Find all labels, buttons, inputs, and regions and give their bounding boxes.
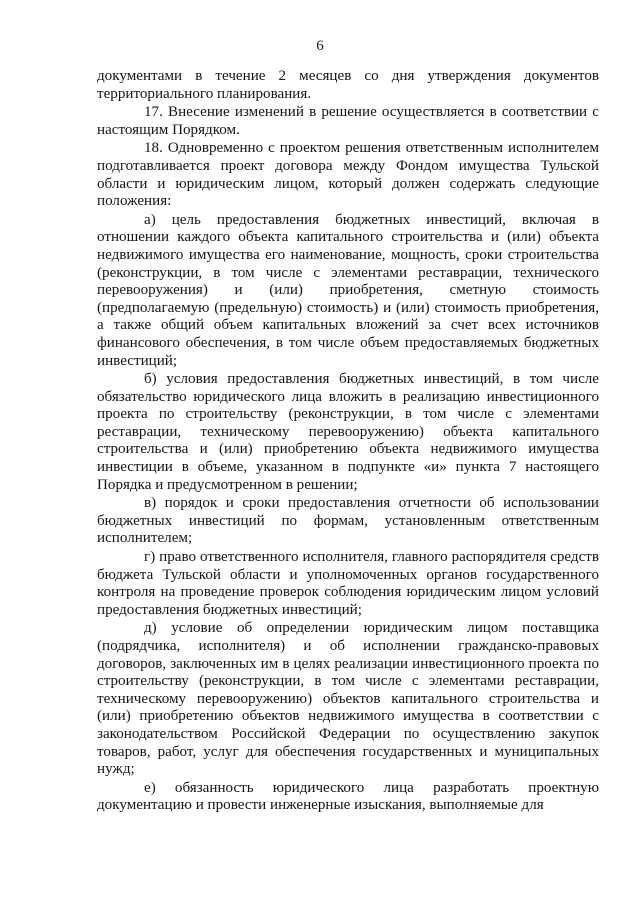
page-number: 6 xyxy=(316,38,324,54)
subparagraph-g: г) право ответственного исполнителя, главного распорядителя средств бюджета Тульской области и уполномоченных органов государственного контроля на проведение проверок соблюдения юридическим лицом условий предоставления бюджетных инвестиций; xyxy=(97,549,599,618)
document-body xyxy=(97,68,599,815)
subparagraph-b: б) условия предоставления бюджетных инвестиций, в том числе обязательство юридического лица вложить в реализацию инвестиционного проекта по строительству (реконструкции, в том числе с элементами реставрации, техническому перевооружению) объекта капитального строительства и (или) приобретению объекта недвижимого имущества инвестиции в объеме, указанном в подпункте «и» пункта 7 настоящего Порядка и предусмотренном в решении; xyxy=(97,371,599,493)
subparagraph-a: а) цель предоставления бюджетных инвестиций, включая в отношении каждого объекта капитального строительства и (или) объекта недвижимого имущества его наименование, мощность, сроки строительства (реконструкции, в том числе с элементами реставрации, технического перевооружения) и (или) приобретения, сметную стоимость (предполагаемую (предельную) стоимость) и (или) стоимость приобретения, а также общий объем капитальных вложений за счет всех источников финансового обеспечения, в том числе объем предоставляемых бюджетных инвестиций; xyxy=(97,211,599,369)
paragraph-continuation: документами в течение 2 месяцев со дня утверждения документов территориального планирования. xyxy=(97,68,599,102)
subparagraph-e: е) обязанность юридического лица разработать проектную документацию и провести инженерные изыскания, выполняемые для xyxy=(97,779,599,814)
paragraph-item-17: 17. Внесение изменений в решение осуществляется в соответствии с настоящим Порядком. xyxy=(97,104,599,138)
paragraph-item-18: 18. Одновременно с проектом решения ответственным исполнителем подготавливается проект договора между Фондом имущества Тульской области и юридическим лицом, который должен содержать следующие положения: xyxy=(97,140,599,210)
subparagraph-d: д) условие об определении юридическим лицом поставщика (подрядчика, исполнителя) и об исполнении гражданско-правовых договоров, заключенных им в целях реализации инвестиционного проекта по строительству (реконструкции, в том числе с элементами реставрации, техническому перевооружению) объектов капитального строительства и (или) приобретению объектов недвижимого имущества в соответствии с законодательством Российской Федерации по осуществлению закупок товаров, работ, услуг для обеспечения государственных и муниципальных нужд; xyxy=(97,620,599,778)
subparagraph-v: в) порядок и сроки предоставления отчетности об использовании бюджетных инвестиций по формам, установленным ответственным исполнителем; xyxy=(97,495,599,547)
